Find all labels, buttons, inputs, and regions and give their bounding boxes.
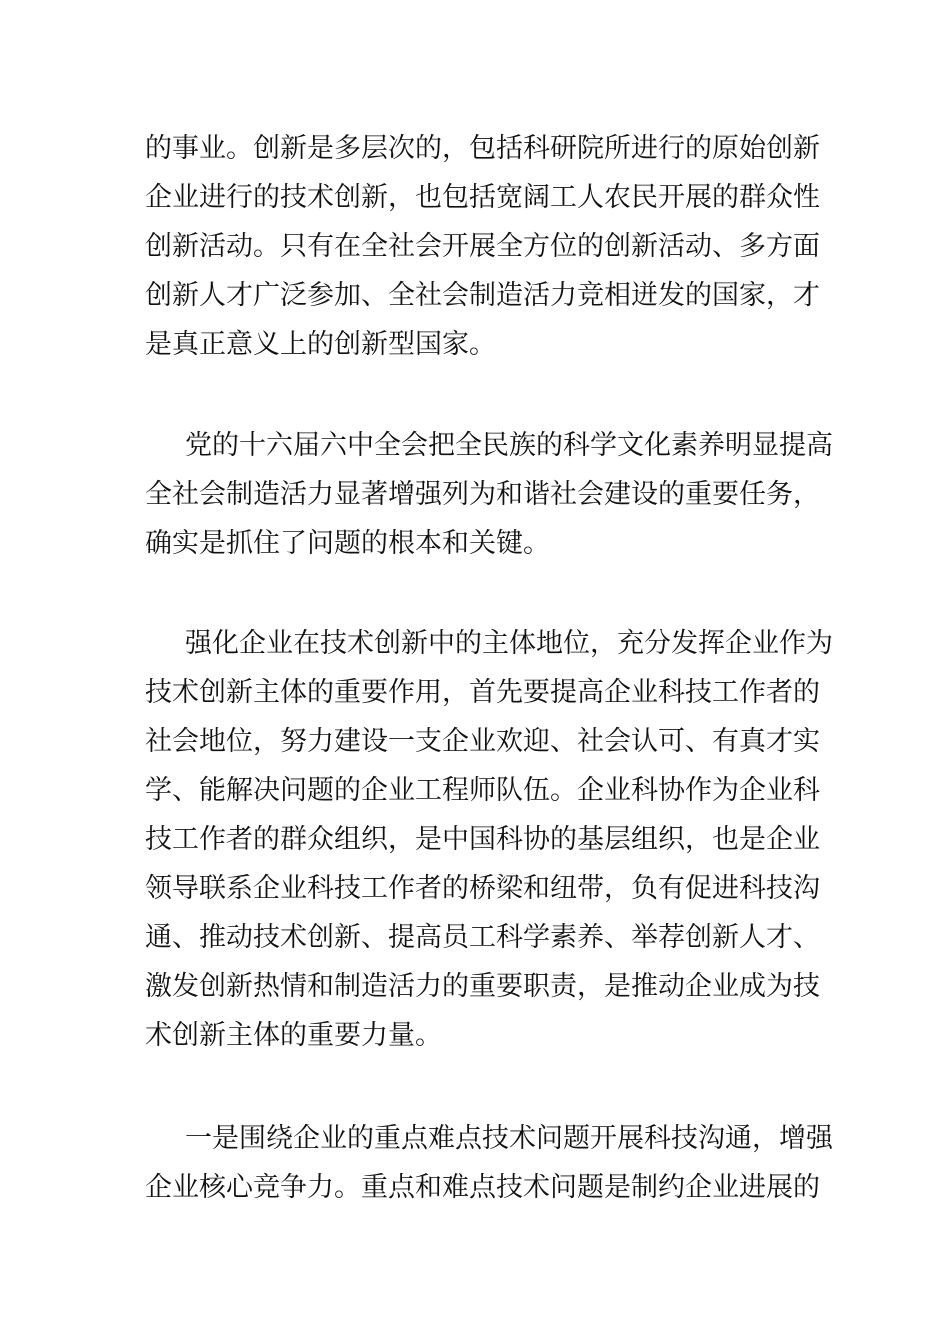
text-line: 技术创新主体的重要作用，首先要提高企业科技工作者的 bbox=[145, 677, 820, 708]
text-line: 技工作者的群众组织，是中国科协的基层组织，也是企业 bbox=[145, 824, 820, 855]
text-line: 创新活动。只有在全社会开展全方位的创新活动、多方面 bbox=[145, 231, 820, 262]
text-line: 学、能解决问题的企业工程师队伍。企业科协作为企业科 bbox=[145, 775, 820, 806]
text-line: 企业核心竞争力。重点和难点技术问题是制约企业进展的 bbox=[145, 1172, 820, 1203]
text-line: 企业进行的技术创新，也包括宽阔工人农民开展的群众性 bbox=[145, 182, 820, 213]
text-line: 是真正意义上的创新型国家。 bbox=[145, 329, 496, 360]
text-line: 通、推动技术创新、提高员工科学素养、举荐创新人才、 bbox=[145, 922, 820, 953]
paragraph-3 bbox=[145, 619, 833, 1060]
text-line: 一是围绕企业的重点难点技术问题开展科技沟通，增强 bbox=[185, 1123, 833, 1154]
text-line: 党的十六届六中全会把全民族的科学文化素养明显提高 bbox=[185, 430, 833, 461]
text-line: 全社会制造活力显著增强列为和谐社会建设的重要任务， bbox=[145, 479, 820, 510]
paragraph-4 bbox=[145, 1114, 833, 1212]
text-line: 强化企业在技术创新中的主体地位，充分发挥企业作为 bbox=[185, 628, 833, 659]
text-line: 的事业。创新是多层次的，包括科研院所进行的原始创新 bbox=[145, 133, 820, 164]
text-line: 领导联系企业科技工作者的桥梁和纽带，负有促进科技沟 bbox=[145, 873, 820, 904]
text-line: 社会地位，努力建设一支企业欢迎、社会认可、有真才实 bbox=[145, 726, 820, 757]
text-line: 确实是抓住了问题的根本和关键。 bbox=[145, 528, 550, 559]
text-line: 术创新主体的重要力量。 bbox=[145, 1020, 442, 1051]
paragraph-2 bbox=[145, 421, 833, 568]
text-line: 激发创新热情和制造活力的重要职责，是推动企业成为技 bbox=[145, 971, 820, 1002]
text-line: 创新人才广泛参加、全社会制造活力竞相迸发的国家，才 bbox=[145, 280, 820, 311]
paragraph-1 bbox=[145, 124, 820, 369]
